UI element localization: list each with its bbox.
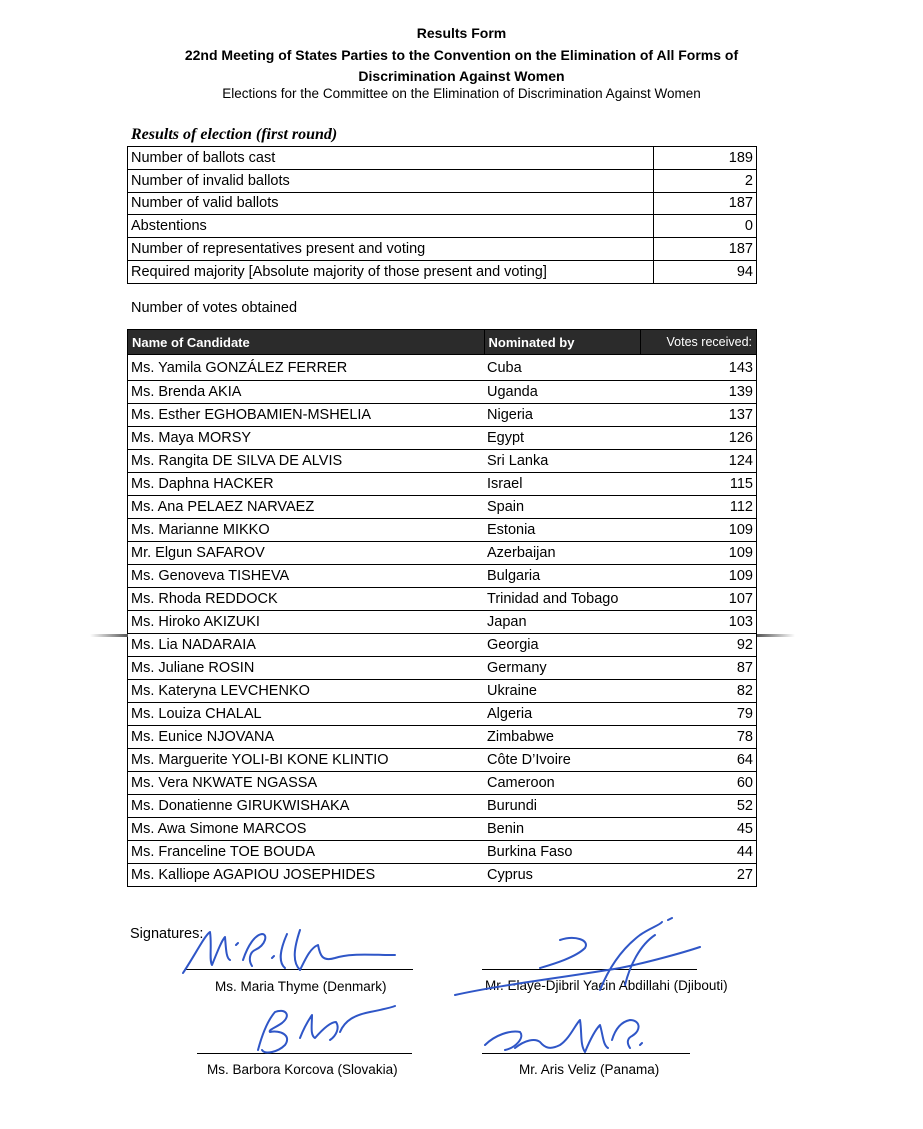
candidate-votes: 109 (640, 519, 757, 542)
candidate-nominated-by: Algeria (484, 703, 640, 726)
summary-label: Required majority [Absolute majority of those present and voting] (128, 260, 654, 283)
candidate-votes: 52 (640, 795, 757, 818)
candidate-name: Ms. Eunice NJOVANA (128, 726, 485, 749)
candidate-name: Ms. Rhoda REDDOCK (128, 588, 485, 611)
candidate-votes: 143 (640, 355, 757, 381)
header-votes-received: Votes received: (640, 330, 757, 355)
signature-djibouti (455, 918, 700, 995)
candidate-nominated-by: Cameroon (484, 772, 640, 795)
candidate-votes: 64 (640, 749, 757, 772)
summary-label: Number of ballots cast (128, 147, 654, 170)
candidate-votes: 82 (640, 680, 757, 703)
summary-value: 189 (654, 147, 757, 170)
candidate-nominated-by: Burkina Faso (484, 841, 640, 864)
candidate-votes: 124 (640, 450, 757, 473)
results-section-title: Results of election (first round) (131, 126, 338, 143)
candidate-name: Ms. Kalliope AGAPIOU JOSEPHIDES (128, 864, 485, 887)
candidate-nominated-by: Trinidad and Tobago (484, 588, 640, 611)
candidate-name: Ms. Donatienne GIRUKWISHAKA (128, 795, 485, 818)
candidate-nominated-by: Cyprus (484, 864, 640, 887)
candidate-name: Ms. Maya MORSY (128, 427, 485, 450)
candidate-nominated-by: Israel (484, 473, 640, 496)
candidate-nominated-by: Côte D’Ivoire (484, 749, 640, 772)
candidate-nominated-by: Cuba (484, 355, 640, 381)
candidate-nominated-by: Spain (484, 496, 640, 519)
summary-label: Number of valid ballots (128, 192, 654, 215)
candidate-votes: 107 (640, 588, 757, 611)
candidate-name: Ms. Yamila GONZÁLEZ FERRER (128, 355, 485, 381)
candidate-votes: 126 (640, 427, 757, 450)
candidate-name: Ms. Lia NADARAIA (128, 634, 485, 657)
summary-value: 94 (654, 260, 757, 283)
meeting-title-cont: Discrimination Against Women (358, 68, 565, 84)
candidate-name: Ms. Rangita DE SILVA DE ALVIS (128, 450, 485, 473)
candidate-nominated-by: Germany (484, 657, 640, 680)
candidate-name: Ms. Louiza CHALAL (128, 703, 485, 726)
signer-name: Ms. Maria Thyme (Denmark) (215, 979, 387, 994)
signer-name: Mr. Aris Veliz (Panama) (519, 1062, 660, 1077)
candidate-nominated-by: Egypt (484, 427, 640, 450)
signature-denmark (183, 930, 395, 973)
summary-value: 0 (654, 215, 757, 238)
candidate-nominated-by: Burundi (484, 795, 640, 818)
election-subtitle: Elections for the Committee on the Elimination of Discrimination Against Women (222, 86, 701, 101)
candidate-nominated-by: Nigeria (484, 404, 640, 427)
candidate-name: Ms. Daphna HACKER (128, 473, 485, 496)
signature-panama (485, 1020, 642, 1052)
candidate-name: Ms. Kateryna LEVCHENKO (128, 680, 485, 703)
candidate-votes: 45 (640, 818, 757, 841)
summary-value: 2 (654, 169, 757, 192)
header-nominated-by: Nominated by (484, 330, 640, 355)
candidate-name: Ms. Genoveva TISHEVA (128, 565, 485, 588)
summary-label: Number of representatives present and voting (128, 238, 654, 261)
candidate-name: Ms. Awa Simone MARCOS (128, 818, 485, 841)
candidate-name: Ms. Franceline TOE BOUDA (128, 841, 485, 864)
candidate-votes: 27 (640, 864, 757, 887)
summary-label: Number of invalid ballots (128, 169, 654, 192)
signer-name: Mr. Elaye-Djibril Yacin Abdillahi (Djibouti) (485, 978, 728, 993)
candidate-name: Ms. Marguerite YOLI-BI KONE KLINTIO (128, 749, 485, 772)
signature-slovakia (258, 1006, 395, 1052)
candidate-name: Ms. Brenda AKIA (128, 381, 485, 404)
candidate-name: Ms. Vera NKWATE NGASSA (128, 772, 485, 795)
votes-section-label: Number of votes obtained (131, 300, 298, 316)
summary-label: Abstentions (128, 215, 654, 238)
signatures-label: Signatures: (130, 926, 204, 942)
candidate-nominated-by: Georgia (484, 634, 640, 657)
candidate-votes: 92 (640, 634, 757, 657)
form-title: Results Form (416, 25, 507, 41)
candidate-nominated-by: Azerbaijan (484, 542, 640, 565)
candidate-name: Ms. Juliane ROSIN (128, 657, 485, 680)
signer-name: Ms. Barbora Korcova (Slovakia) (207, 1062, 398, 1077)
candidate-votes: 79 (640, 703, 757, 726)
candidate-nominated-by: Zimbabwe (484, 726, 640, 749)
candidate-votes: 109 (640, 565, 757, 588)
candidate-votes: 103 (640, 611, 757, 634)
candidate-name: Ms. Ana PELAEZ NARVAEZ (128, 496, 485, 519)
summary-value: 187 (654, 238, 757, 261)
candidate-votes: 44 (640, 841, 757, 864)
candidate-name: Ms. Hiroko AKIZUKI (128, 611, 485, 634)
candidate-votes: 60 (640, 772, 757, 795)
candidate-votes: 139 (640, 381, 757, 404)
candidate-nominated-by: Japan (484, 611, 640, 634)
candidate-nominated-by: Ukraine (484, 680, 640, 703)
candidate-votes: 115 (640, 473, 757, 496)
candidate-votes: 87 (640, 657, 757, 680)
candidate-votes: 137 (640, 404, 757, 427)
candidate-nominated-by: Bulgaria (484, 565, 640, 588)
candidate-nominated-by: Benin (484, 818, 640, 841)
candidate-votes: 109 (640, 542, 757, 565)
candidate-nominated-by: Sri Lanka (484, 450, 640, 473)
candidate-nominated-by: Uganda (484, 381, 640, 404)
candidate-name: Ms. Esther EGHOBAMIEN-MSHELIA (128, 404, 485, 427)
summary-value: 187 (654, 192, 757, 215)
candidate-votes: 112 (640, 496, 757, 519)
header-candidate-name: Name of Candidate (128, 330, 485, 355)
candidate-name: Mr. Elgun SAFAROV (128, 542, 485, 565)
candidate-name: Ms. Marianne MIKKO (128, 519, 485, 542)
candidate-votes: 78 (640, 726, 757, 749)
candidate-nominated-by: Estonia (484, 519, 640, 542)
meeting-title: 22nd Meeting of States Parties to the Convention on the Elimination of All Forms of (184, 47, 739, 63)
